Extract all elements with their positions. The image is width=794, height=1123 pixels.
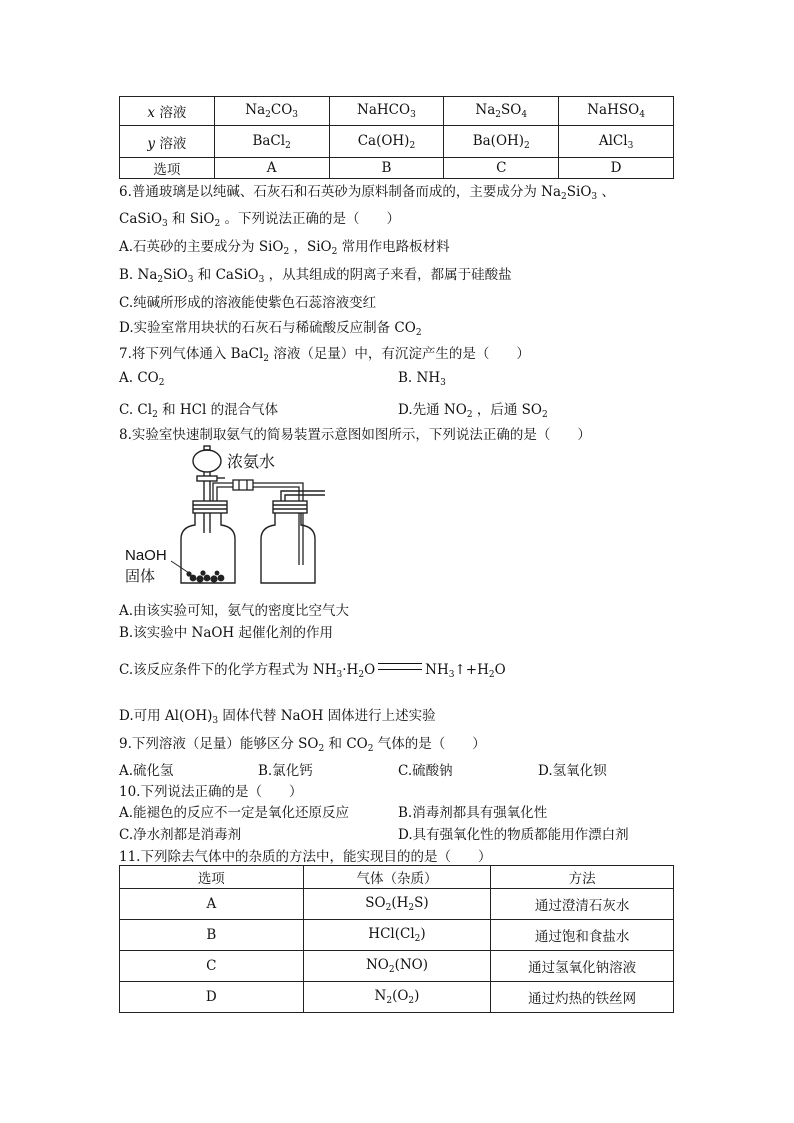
table-cell: C xyxy=(120,951,304,982)
q9-option-d: D.氢氧化钡 xyxy=(538,763,607,779)
table-row xyxy=(120,126,674,158)
reaction-flask-icon xyxy=(181,501,235,583)
q10-option-b: B.消毒剂都具有强氧化性 xyxy=(398,805,548,821)
q10-option-a: A.能褪色的反应不一定是氧化还原反应 xyxy=(119,805,350,821)
table-header-row xyxy=(120,866,674,889)
q8-option-a: A.由该实验可知，氨气的密度比空气大 xyxy=(119,603,350,619)
table-cell: $NO_2(NO)$ xyxy=(303,951,491,982)
column-header: 选项 xyxy=(120,866,304,889)
table-cell: $Ca(OH)_2$ xyxy=(329,126,444,158)
q6-option-b: B. $Na_2SiO_3$ 和 CaSiO$_3$ ，从其组成的阴离子来看，都属于硅酸盐 xyxy=(119,267,512,285)
q7-option-c: C. $Cl_2$ 和 HCl 的混合气体 xyxy=(119,402,279,420)
table-cell: 通过灼热的铁丝网 xyxy=(491,982,674,1013)
row-header: 选项 xyxy=(120,158,215,179)
q8-stem: 8.实验室快速制取氨气的简易装置示意图如图所示，下列说法正确的是（ ） xyxy=(119,427,591,443)
q8-option-b: B.该实验中 NaOH 起催化剂的作用 xyxy=(119,625,333,641)
q8-option-d: D.可用 $Al(OH)_3$ 固体代替 NaOH 固体进行上述实验 xyxy=(119,708,436,726)
row-header: y 溶液 xyxy=(120,126,215,158)
table-cell: 通过氢氧化钠溶液 xyxy=(491,951,674,982)
table-cell: B xyxy=(120,920,304,951)
table-row xyxy=(120,97,674,126)
label-ammonia: 浓氨水 xyxy=(227,454,276,471)
label-solid: 固体 xyxy=(125,568,156,585)
table-cell: $Ba(OH)_2$ xyxy=(444,126,559,158)
naoh-pellets xyxy=(186,570,224,582)
q10-option-c: C.净水剂都是消毒剂 xyxy=(119,827,242,843)
table-row xyxy=(120,951,674,982)
table-cell: $N_2(O_2)$ xyxy=(303,982,491,1013)
table-cell: B xyxy=(329,158,444,179)
table-cell: $Na_2CO_3$ xyxy=(214,97,329,126)
table-cell: NaHCO$_3$ xyxy=(329,97,444,126)
table-cell: 通过澄清石灰水 xyxy=(491,889,674,920)
column-header: 方法 xyxy=(491,866,674,889)
impurity-removal-table xyxy=(119,865,674,1013)
table-cell: D xyxy=(120,982,304,1013)
row-header: x 溶液 xyxy=(120,97,215,126)
table-cell: A xyxy=(214,158,329,179)
label-pointer xyxy=(171,561,189,573)
table-cell: AlCl$_3$ xyxy=(559,126,674,158)
table-cell: $SO_2(H_2S)$ xyxy=(303,889,491,920)
table-row xyxy=(120,889,674,920)
collection-bottle-icon xyxy=(261,491,325,583)
separatory-funnel-icon xyxy=(193,446,225,501)
q6-option-c: C.纯碱所形成的溶液能使紫色石蕊溶液变红 xyxy=(119,295,377,311)
table-cell: C xyxy=(444,158,559,179)
q7-option-b: B. $NH_3$ xyxy=(398,370,446,388)
q9-option-a: A.硫化氢 xyxy=(119,763,174,779)
q11-stem: 11.下列除去气体中的杂质的方法中，能实现目的的是（ ） xyxy=(119,849,492,865)
q8-option-c: C.该反应条件下的化学方程式为 $NH_3\cdot H_2O$ $NH_3↑+H_2O$ xyxy=(119,662,506,680)
table-row xyxy=(120,158,674,179)
table-cell: BaCl$_2$ xyxy=(214,126,329,158)
q10-option-d: D.具有强氧化性的物质都能用作漂白剂 xyxy=(398,827,629,843)
table-cell: NaHSO$_4$ xyxy=(559,97,674,126)
q6-stem-line1: 6.普通玻璃是以纯碱、石灰石和石英砂为原料制备而成的，主要成分为 $Na_2SiO_3$ 、 xyxy=(119,184,615,202)
q9-stem: 9.下列溶液（足量）能够区分 $SO_2$ 和 $CO_2$ 气体的是（ ） xyxy=(119,736,486,754)
label-naoh: NaOH xyxy=(125,547,167,564)
table-row xyxy=(120,920,674,951)
q6-option-a: A.石英砂的主要成分为 SiO$_2$ ，SiO$_2$ 常用作电路板材料 xyxy=(119,239,450,257)
q9-option-b: B.氯化钙 xyxy=(258,763,313,779)
q10-stem: 10.下列说法正确的是（ ） xyxy=(119,784,303,800)
ammonia-apparatus-diagram xyxy=(119,443,329,591)
q9-option-c: C.硫酸钠 xyxy=(398,763,453,779)
table-cell: $Na_2SO_4$ xyxy=(444,97,559,126)
q7-stem: 7.将下列气体通入 BaCl$_2$ 溶液（足量）中，有沉淀产生的是（ ） xyxy=(119,346,530,364)
column-header: 气体（杂质） xyxy=(303,866,491,889)
table-cell: $HCl(Cl_2)$ xyxy=(303,920,491,951)
table-cell: A xyxy=(120,889,304,920)
table-cell: D xyxy=(559,158,674,179)
q7-option-a: A. $CO_2$ xyxy=(119,370,165,388)
q6-stem-line2: CaSiO$_3$ 和 SiO$_2$ 。下列说法正确的是（ ） xyxy=(119,211,400,229)
delivery-tube xyxy=(213,480,303,565)
q6-option-d: D.实验室常用块状的石灰石与稀硫酸反应制备 $CO_2$ xyxy=(119,320,422,338)
table-cell: 通过饱和食盐水 xyxy=(491,920,674,951)
q7-option-d: D.先通 $NO_2$ ，后通 $SO_2$ xyxy=(398,402,548,420)
solution-table xyxy=(119,96,674,179)
table-row xyxy=(120,982,674,1013)
